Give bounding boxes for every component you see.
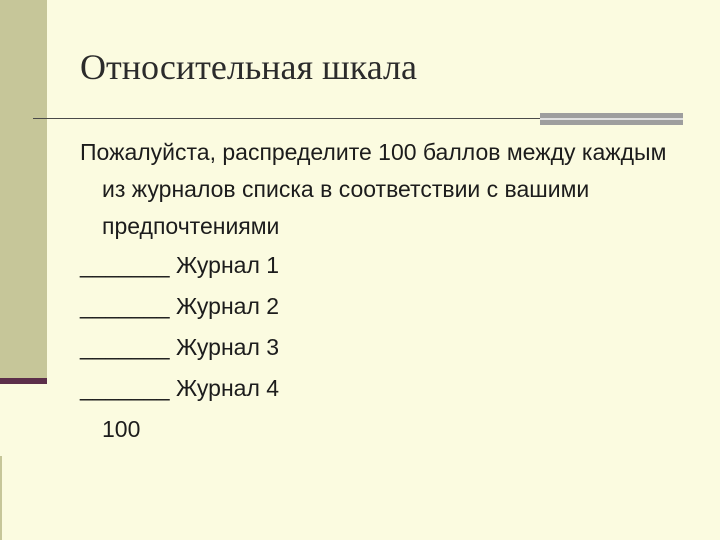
answer-blank: _______ [80, 293, 170, 319]
list-item [80, 368, 680, 409]
list-item-label: Журнал 4 [175, 375, 280, 401]
title-divider-accent [540, 113, 683, 125]
slide-title: Относительная шкала [80, 47, 417, 87]
left-decorative-bar [0, 0, 47, 384]
list-item-label: Журнал 1 [175, 252, 280, 278]
list-item [80, 327, 680, 368]
answer-blank: _______ [80, 334, 170, 360]
answer-blank: _______ [80, 252, 170, 278]
instruction-text: Пожалуйста, распределите 100 баллов между каждым из журналов списка в соответствии с вашими предпочтениями [80, 139, 667, 239]
list-item [80, 245, 680, 286]
list-item-label: Журнал 3 [175, 334, 280, 360]
left-bottom-line [0, 456, 2, 540]
answer-blank: _______ [80, 375, 170, 401]
left-bar-accent [0, 378, 47, 384]
list-item-label: Журнал 2 [175, 293, 280, 319]
total-value: 100 [102, 416, 141, 442]
slide-body [80, 134, 680, 449]
list-item [80, 286, 680, 327]
